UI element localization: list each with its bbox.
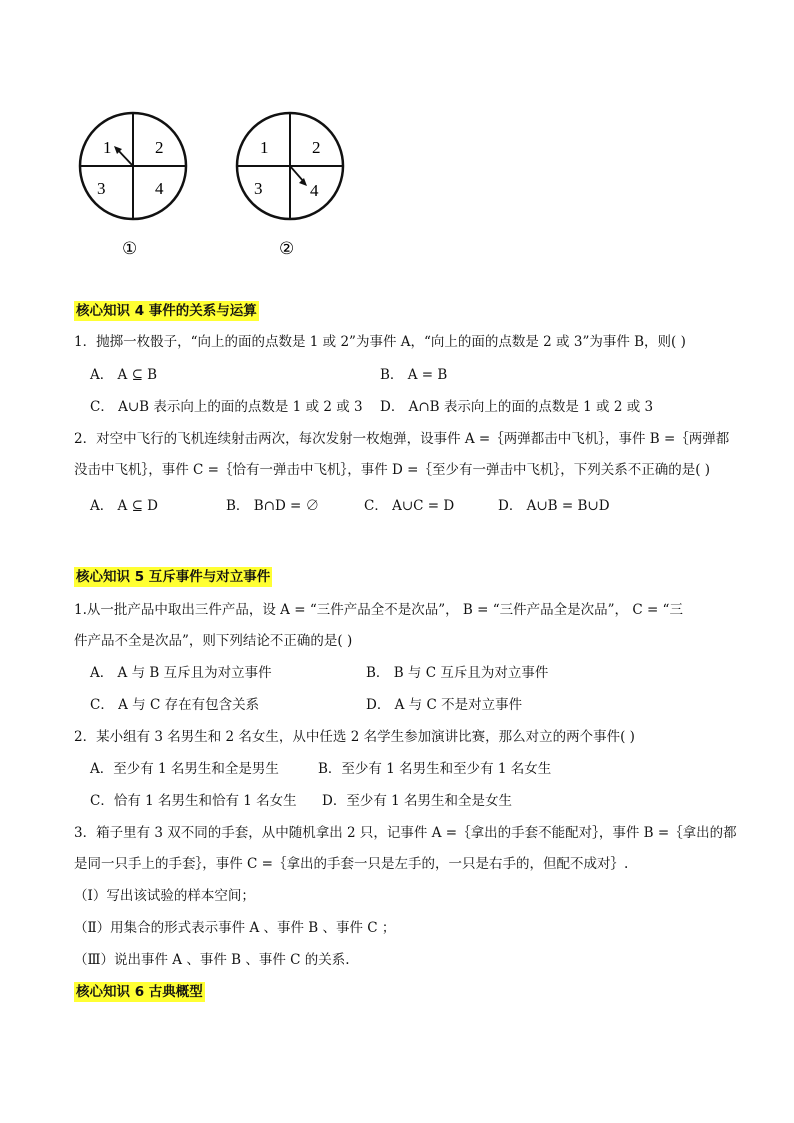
s5-q2-option-c: C．恰有 1 名男生和恰有 1 名女生 — [90, 793, 297, 809]
s4-q2-option-a: A． A ⊆ D — [90, 498, 159, 514]
s5-q3-stem-2: 是同一只手上的手套｝，事件 C =｛拿出的手套一只是左手的，一只是右手的，但配不成对｝. — [74, 856, 629, 872]
s4-q2-option-d: D． A∪B = B∪D — [498, 498, 610, 514]
spinner-diagram — [70, 104, 370, 264]
section6-heading: 核心知识 6 古典概型 — [76, 984, 203, 1000]
s5-q1-option-d: D． A 与 C 不是对立事件 — [366, 697, 523, 713]
s5-q3-part-1: （Ⅰ）写出该试验的样本空间； — [74, 888, 255, 904]
spinner-1-q2: 2 — [155, 138, 164, 157]
spinner-2-q4: 4 — [310, 181, 319, 200]
s4-q2-stem-2: 没击中飞机｝，事件 C =｛恰有一弹击中飞机｝，事件 D =｛至少有一弹击中飞机｝，下列关系不正确的是( ) — [74, 462, 711, 478]
s5-q3-part-2: （Ⅱ）用集合的形式表示事件 A 、事件 B 、事件 C ； — [74, 920, 396, 936]
s4-q2-option-b: B． B∩D = ∅ — [226, 498, 320, 514]
spinner-2-q2: 2 — [312, 138, 321, 157]
spinner-1 — [80, 113, 186, 259]
s5-q2-option-b: B．至少有 1 名男生和至少有 1 名女生 — [318, 761, 552, 777]
spinner-2-q1: 1 — [260, 138, 269, 157]
s5-q1-option-a: A． A 与 B 互斥且为对立事件 — [90, 665, 272, 681]
s5-q2-stem: 2．某小组有 3 名男生和 2 名女生，从中任选 2 名学生参加演讲比赛，那么对立的两个事件( ) — [74, 729, 635, 745]
s4-q2-option-c: C． A∪C = D — [364, 498, 455, 514]
s4-q1-option-c: C． A∪B 表示向上的面的点数是 1 或 2 或 3 — [90, 399, 363, 415]
s5-q1-option-c: C． A 与 C 存在有包含关系 — [90, 697, 260, 713]
s5-q2-option-a: A．至少有 1 名男生和全是男生 — [90, 761, 279, 777]
s4-q1-option-d: D． A∩B 表示向上的面的点数是 1 或 2 或 3 — [380, 399, 654, 415]
spinner-1-label: ① — [122, 239, 138, 259]
s5-q3-part-3: （Ⅲ）说出事件 A 、事件 B 、事件 C 的关系. — [74, 952, 350, 968]
spinner-2-arrow — [290, 166, 304, 182]
section4-heading: 核心知识 4 事件的关系与运算 — [76, 303, 257, 319]
s4-q1-option-b: B． A = B — [380, 367, 448, 383]
spinner-figure — [70, 104, 370, 264]
spinner-1-q3: 3 — [97, 179, 106, 198]
s5-q1-option-b: B． B 与 C 互斥且为对立事件 — [366, 665, 549, 681]
section5-heading: 核心知识 5 互斥事件与对立事件 — [76, 569, 271, 585]
s5-q1-stem-1: 1.从一批产品中取出三件产品，设 A = “三件产品全不是次品”， B = “三件产品全是次品”， C = “三 — [74, 602, 683, 618]
s4-q1-option-a: A． A ⊆ B — [90, 367, 158, 383]
spinner-2-label: ② — [279, 239, 295, 259]
spinner-2 — [237, 113, 343, 259]
s4-q1-stem: 1．抛掷一枚骰子，“向上的面的点数是 1 或 2”为事件 A，“向上的面的点数是 2 或 3”为事件 B，则( ) — [74, 334, 686, 350]
s5-q2-option-d: D．至少有 1 名男生和全是女生 — [322, 793, 512, 809]
spinner-2-q3: 3 — [254, 179, 263, 198]
s5-q1-stem-2: 件产品不全是次品”，则下列结论不正确的是( ) — [74, 633, 353, 649]
spinner-1-q4: 4 — [155, 179, 164, 198]
spinner-1-q1: 1 — [103, 138, 112, 157]
spinner-2-arrowhead — [299, 178, 307, 186]
s5-q3-stem-1: 3．箱子里有 3 双不同的手套，从中随机拿出 2 只，记事件 A =｛拿出的手套不能配对｝，事件 B =｛拿出的都 — [74, 825, 737, 841]
s4-q2-stem-1: 2．对空中飞行的飞机连续射击两次，每次发射一枚炮弹，设事件 A =｛两弹都击中飞机｝，事件 B =｛两弹都 — [74, 431, 730, 447]
